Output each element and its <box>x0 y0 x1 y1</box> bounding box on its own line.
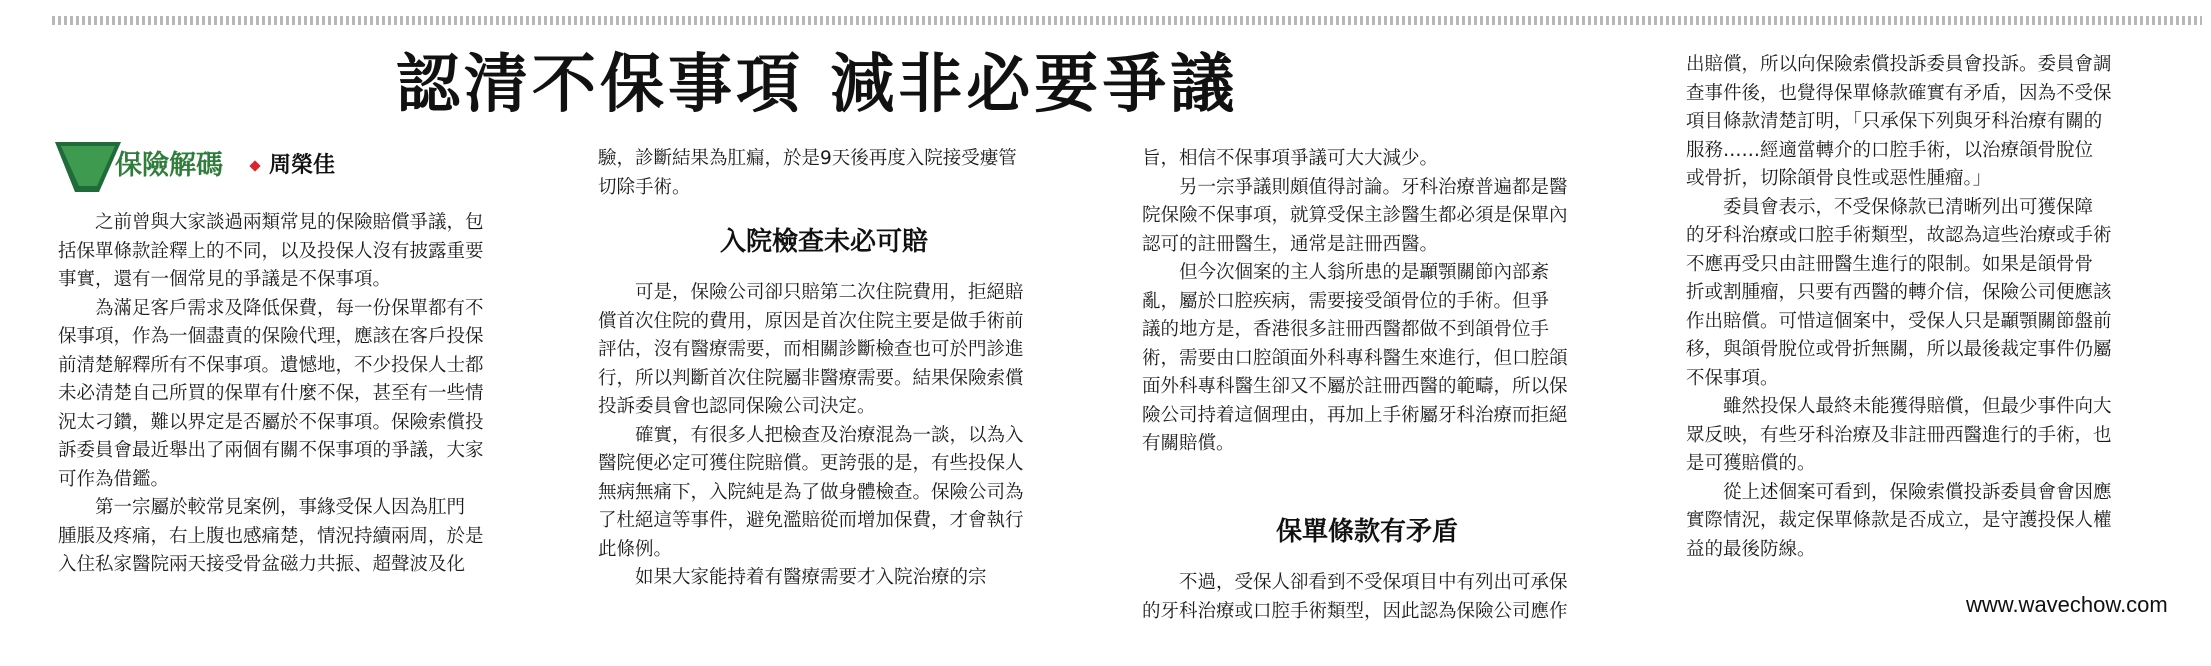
body-text-line: 或骨折，切除頜骨良性或惡性腫瘤。」 <box>1686 168 1992 189</box>
body-text-line: 查事件後，也覺得保單條款確實有矛盾，因為不受保 <box>1686 82 2112 104</box>
body-text-line: 醫院便必定可獲住院賠償。更誇張的是，有些投保人 <box>598 453 1024 474</box>
body-text-line: 訴委員會最近舉出了兩個有關不保事項的爭議，大家 <box>58 440 484 461</box>
body-text-line: 不保事項。 <box>1686 367 1779 389</box>
subheading-1: 入院檢查未必可賠 <box>720 227 929 257</box>
body-text-line: 術，需要由口腔頜面外科專科醫生來進行，但口腔頜 <box>1142 347 1568 369</box>
body-text-line: 的牙科治療或口腔手術類型，因此認為保險公司應作 <box>1142 600 1568 622</box>
body-text-line: 第一宗屬於較常見案例，事緣受保人因為肛門 <box>58 497 466 518</box>
body-text-line: 括保單條款詮釋上的不同，以及投保人沒有披露重要 <box>58 240 484 262</box>
body-text-line: 況太刁鑽，難以界定是否屬於不保事項。保險索償投 <box>58 411 484 433</box>
body-text-line: 評估，沒有醫療需要，而相關診斷檢查也可於門診進 <box>598 339 1024 360</box>
body-text-line: 投訴委員會也認同保險公司決定。 <box>598 396 876 417</box>
article-column-3 <box>1142 0 1662 666</box>
page-title: 認清不保事項 減非必要爭議 <box>396 48 1239 122</box>
body-text-line: 出賠償，所以向保險索償投訴委員會投訴。委員會調 <box>1686 54 2112 75</box>
author-name: 周榮佳 <box>269 153 336 178</box>
body-text-line: 償首次住院的費用，原因是首次住院主要是做手術前 <box>598 310 1024 332</box>
body-text-line: 議的地方是，香港很多註冊西醫都做不到頜骨位手 <box>1142 319 1550 340</box>
body-text-line: 益的最後防線。 <box>1686 538 1816 560</box>
body-text-line: 確實，有很多人把檢查及治療混為一談，以為入 <box>598 424 1024 446</box>
subheading-2: 保單條款有矛盾 <box>1276 517 1459 547</box>
column-tag-label: 保險解碼 <box>115 150 223 181</box>
body-text-line: 折或割腫瘤，只要有西醫的轉介信，保險公司便應該 <box>1686 282 2112 303</box>
body-text-line: 前清楚解釋所有不保事項。遺憾地，不少投保人士都 <box>58 354 484 376</box>
body-text-line: 未必清楚自己所買的保單有什麼不保，甚至有一些情 <box>58 383 484 404</box>
body-text-line: 服務……經適當轉介的口腔手術，以治療頜骨脫位 <box>1686 139 2094 161</box>
body-text-line: 眾反映，有些牙科治療及非註冊西醫進行的手術，也 <box>1686 424 2112 446</box>
body-text-line: 面外科專科醫生卻又不屬於註冊西醫的範疇，所以保 <box>1142 376 1568 397</box>
body-text-line: 旨，相信不保事項爭議可大大減少。 <box>1142 148 1439 169</box>
body-text-line: 腫脹及疼痛，右上腹也感痛楚，情況持續兩周，於是 <box>58 525 484 547</box>
website-url: www.wavechow.com <box>1966 592 2168 617</box>
body-text-line: 亂，屬於口腔疾病，需要接受頜骨位的手術。但爭 <box>1142 290 1550 312</box>
body-text-line: 不應再受只由註冊醫生進行的限制。如果是頜骨骨 <box>1686 253 2094 275</box>
body-text-line: 險公司持着這個理由，再加上手術屬牙科治療而拒絕 <box>1142 404 1568 426</box>
body-text-line: 行，所以判斷首次住院屬非醫療需要。結果保險索償 <box>598 367 1024 389</box>
body-text-line: 事實，還有一個常見的爭議是不保事項。 <box>58 269 392 290</box>
body-text-line: 項目條款清楚訂明，「只承保下列與牙科治療有關的 <box>1686 111 2103 132</box>
body-text-line: 有關賠償。 <box>1142 433 1235 454</box>
body-text-line: 可作為借鑑。 <box>58 468 170 490</box>
body-text-line: 從上述個案可看到，保險索償投訴委員會會因應 <box>1686 481 2112 503</box>
body-text-line: 實際情況，裁定保單條款是否成立，是守護投保人權 <box>1686 510 2112 531</box>
body-text-line: 保事項，作為一個盡責的保險代理，應該在客戶投保 <box>58 326 484 347</box>
body-text-line: 院保險不保事項，就算受保主診醫生都必須是保單內 <box>1142 205 1568 226</box>
body-text-line: 切除手術。 <box>598 176 691 198</box>
body-text-line: 認可的註冊醫生，通常是註冊西醫。 <box>1142 233 1439 255</box>
body-text-line: 無病無痛下，入院純是為了做身體檢查。保險公司為 <box>598 481 1024 503</box>
body-text-line: 為滿足客戶需求及降低保費，每一份保單都有不 <box>58 297 484 319</box>
body-text-line: 之前曾與大家談過兩類常見的保險賠償爭議，包 <box>58 212 484 233</box>
body-text-line: 驗，診斷結果為肛瘺，於是9天後再度入院接受瘻管 <box>598 148 1017 169</box>
body-text-line: 可是，保險公司卻只賠第二次住院費用，拒絕賠 <box>598 282 1024 303</box>
body-text-line: 但今次個案的主人翁所患的是顳顎關節內部紊 <box>1142 262 1550 283</box>
article-column-1 <box>58 0 558 666</box>
body-text-line: 雖然投保人最終未能獲得賠償，但最少事件向大 <box>1686 396 2112 417</box>
body-text-line: 移，與頜骨脫位或骨折無關，所以最後裁定事件仍屬 <box>1686 339 2112 360</box>
body-text-line: 了杜絕這等事件，避免濫賠從而增加保費，才會執行 <box>598 510 1024 531</box>
body-text-line: 的牙科治療或口腔手術類型，故認為這些治療或手術 <box>1686 225 2112 246</box>
body-text-line: 不過，受保人卻看到不受保項目中有列出可承保 <box>1142 572 1568 593</box>
article-column-4 <box>1686 0 2186 666</box>
body-text-line: 此條例。 <box>598 538 673 560</box>
body-text-line: 另一宗爭議則頗值得討論。牙科治療普遍都是醫 <box>1142 176 1568 198</box>
body-text-line: 如果大家能持着有醫療需要才入院治療的宗 <box>598 567 987 588</box>
body-text-line: 是可獲賠償的。 <box>1686 453 1816 474</box>
body-text-line: 委員會表示，不受保條款已清晰列出可獲保障 <box>1686 196 2094 218</box>
body-text-line: 作出賠償。可惜這個案中，受保人只是顳顎關節盤前 <box>1686 310 2112 332</box>
article-column-2 <box>598 0 1118 666</box>
body-text-line: 入住私家醫院兩天接受骨盆磁力共振、超聲波及化 <box>58 554 466 575</box>
